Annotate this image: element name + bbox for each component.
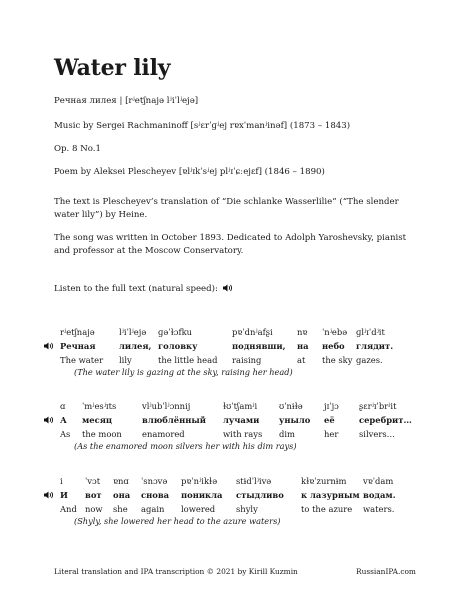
composer-line: Music by Sergei Rachmaninoff [sʲɛrˈɡʲej rɐxˈmanʲinəf] (1873 – 1843) (54, 121, 351, 131)
russian-word: водам. (363, 490, 396, 500)
speaker-icon[interactable] (44, 416, 53, 424)
ipa-word: vlʲubˈlʲɔnnij (142, 401, 191, 411)
russian-word: серебрит… (359, 415, 412, 425)
russian-word: на (297, 341, 309, 351)
footer-site-link[interactable]: RussianIPA.com (356, 567, 416, 576)
russian-word: головку (158, 341, 198, 351)
speaker-icon[interactable] (44, 342, 53, 350)
ipa-word: pɐˈdnʲafʂi (232, 327, 273, 337)
listen-text: Listen to the full text (natural speed): (54, 284, 218, 294)
intro-paragraph: The text is Plescheyev’s translation of “Die schlanke Wasserlilie” (“The slender water lily”) by Heine. (54, 197, 399, 220)
ipa-word: ˈmʲesʲɪts (82, 401, 117, 411)
english-word: to the azure (301, 504, 353, 514)
english-word: the sky (322, 355, 353, 365)
footer-copyright: Literal translation and IPA transcription © 2021 by Kirill Kuzmin (54, 567, 298, 576)
song-subtitle: Речная лилея | [rʲetʃnajə lʲiˈlʲejə] (54, 96, 199, 106)
english-word: And (60, 504, 77, 514)
ipa-word: rʲetʃnajə (60, 327, 95, 337)
ipa-word: vɐˈdam (363, 476, 394, 486)
ipa-word: ɡlʲɪˈdʲit (356, 327, 385, 337)
russian-word: Речная (60, 341, 96, 351)
russian-word: поникла (181, 490, 223, 500)
ipa-word: lʲiˈlʲejə (119, 327, 147, 337)
history-paragraph: The song was written in October 1893. Dedicated to Adolph Yaroshevsky, pianist and professor at the Moscow Conservatory. (54, 233, 407, 256)
russian-word: И (60, 490, 68, 500)
verse-line-1 (60, 327, 394, 371)
ipa-word: jɪˈjɔ (324, 401, 339, 411)
english-word: gazes. (356, 355, 383, 365)
russian-word: к лазурным (301, 490, 360, 500)
speaker-icon[interactable] (223, 284, 233, 297)
english-word: with rays (223, 429, 263, 439)
english-word: at (297, 355, 306, 365)
russian-word: она (113, 490, 131, 500)
ipa-word: ʊˈnɨɫə (279, 401, 303, 411)
opus-line: Op. 8 No.1 (54, 144, 101, 154)
line-translation: (The water lily is gazing at the sky, raising her head) (74, 367, 293, 377)
russian-word: подняв​ши, (232, 341, 286, 351)
english-word: enamored (142, 429, 185, 439)
russian-word: уныло (279, 415, 311, 425)
english-word: raising (232, 355, 262, 365)
ipa-word: ɫʊˈtʃamʲi (223, 401, 258, 411)
russian-word: лилея, (119, 341, 152, 351)
ipa-word: ˈnʲebə (322, 327, 348, 337)
russian-word: снова (141, 490, 170, 500)
ipa-word: stɨdˈlʲivə (236, 476, 272, 486)
ipa-word: i (60, 476, 63, 486)
line-translation: (As the enamored moon silvers her with his dim rays) (74, 441, 297, 451)
english-word: lily (119, 355, 132, 365)
english-word: shyly (236, 504, 258, 514)
ipa-word: ɡəˈɫɔfku (158, 327, 193, 337)
russian-word: влюблённый (142, 415, 206, 425)
english-word: As (60, 429, 71, 439)
ipa-word: ɐnɑ (113, 476, 129, 486)
verse-line-3 (60, 476, 396, 520)
ipa-word: nɐ (297, 327, 308, 337)
russian-word: небо (322, 341, 345, 351)
russian-word: глядит. (356, 341, 394, 351)
russian-word: А (60, 415, 67, 425)
ipa-word: pɐˈnʲikɫə (181, 476, 218, 486)
ipa-word: ʂɛrʲɪˈbrʲit (359, 401, 397, 411)
english-word: silvers… (359, 429, 396, 439)
english-word: the moon (82, 429, 122, 439)
russian-word: лучами (223, 415, 260, 425)
english-word: her (324, 429, 339, 439)
english-word: she (113, 504, 128, 514)
russian-word: стыдливо (236, 490, 284, 500)
ipa-word: kɫɐˈzurnɨm (301, 476, 347, 486)
ipa-word: ɑ (60, 401, 66, 411)
russian-word: месяц (82, 415, 113, 425)
english-word: dim (279, 429, 295, 439)
ipa-word: ˈsnɔvə (141, 476, 168, 486)
line-translation: (Shyly, she lowered her head to the azure waters) (74, 516, 281, 526)
speaker-icon[interactable] (44, 491, 53, 499)
english-word: The water (60, 355, 104, 365)
ipa-word: ˈvɔt (85, 476, 101, 486)
english-word: waters. (363, 504, 395, 514)
listen-label (54, 283, 233, 297)
page-title: Water lily (54, 55, 171, 81)
russian-word: вот (85, 490, 102, 500)
russian-word: её (324, 415, 335, 425)
english-word: again (141, 504, 165, 514)
verse-line-2 (60, 401, 412, 445)
english-word: now (85, 504, 103, 514)
english-word: the little head (158, 355, 218, 365)
english-word: lowered (181, 504, 216, 514)
poet-line: Poem by Aleksei Plescheyev [ɐlʲɪkˈsʲej plʲɪˈɕːejɛf] (1846 – 1890) (54, 167, 325, 177)
